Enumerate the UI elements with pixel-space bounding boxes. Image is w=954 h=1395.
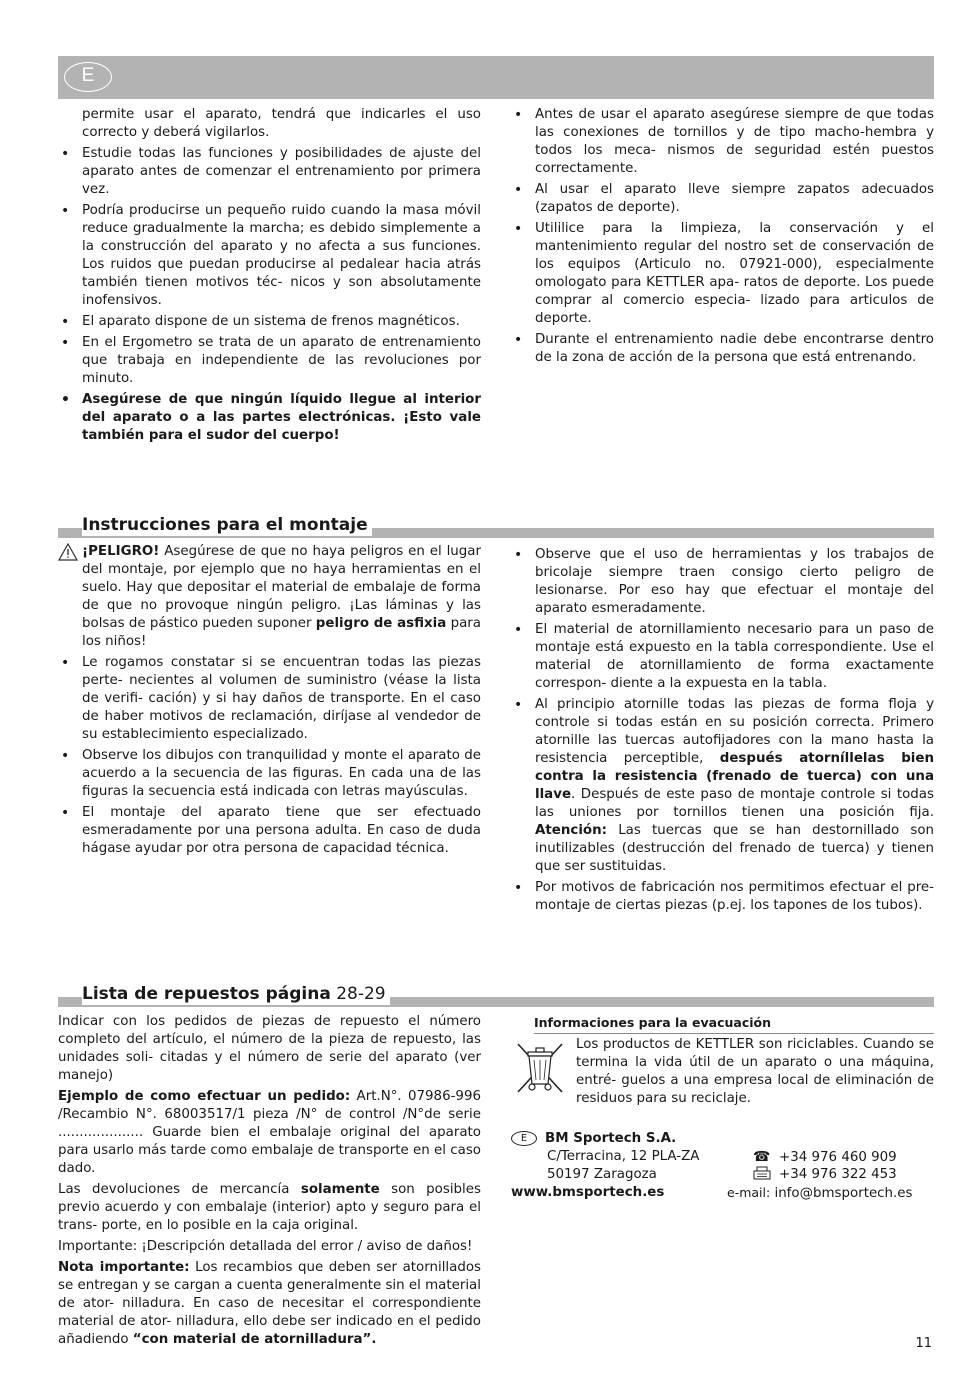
- phone-number: +34 976 460 909: [779, 1150, 897, 1165]
- returns-bold: solamente: [300, 1182, 380, 1197]
- order-example-label: Ejemplo de como efectuar un pedido:: [58, 1089, 351, 1104]
- fax-row: [753, 1166, 897, 1184]
- list-item: • Le rogamos constatar si se encuentran todas las piezas perte- necientes al volumen de suministro (véase la lista de verifi- cación) y si hay daños de transporte. En el caso de haber motivos de reclamación, diríjase al vendedor de su establecimiento especializado.: [58, 654, 481, 744]
- list-item: • Podría producirse un pequeño ruido cuando la masa móvil reduce gradualmente la marcha; es debido simplemente a la construcción del aparato y no afecta a sus funciones. Los ruidos que puedan producirse al pedalear hacia atrás también tienen motivos téc- nicos y son absolutamente inofensivos.: [58, 202, 481, 310]
- order-example-text: Art.N°. 07986-996 /Recambio N°. 68003517/1 pieza /N° de control /N°de serie .................... Guarde bien el embalaje original del aparato para usarlo más tarde como embalaje de transporte en el caso dado.: [58, 1089, 481, 1176]
- returns-text-end: son posibles previo acuerdo y con embalaje (interior) apto y seguro para el trans- porte, en lo posible en la caja original.: [58, 1182, 481, 1233]
- fax-number: +34 976 322 453: [779, 1167, 897, 1182]
- list-item: • El montaje del aparato tiene que ser efectuado esmeradamente por una persona adulta. En caso de duda hágase ayudar por otra persona de capacidad técnica.: [58, 804, 481, 858]
- language-badge: E: [64, 62, 112, 92]
- assembly-section-header: [58, 516, 934, 538]
- assembly-left-column: [58, 543, 481, 861]
- contact-block: [511, 1130, 934, 1205]
- assembly-left-list: [58, 654, 481, 858]
- list-item: • Antes de usar el aparato asegúrese siempre de que todas las conexiones de tornillos y de tipo macho-hembra y todos los meca- nismos de seguridad estén puestos correctamente.: [511, 106, 934, 178]
- parts-title-pages: 28-29: [330, 984, 386, 1004]
- list-item: • Durante el entrenamiento nadie debe encontrarse dentro de la zona de acción de la persona que está entrenando.: [511, 331, 934, 367]
- item-bold: Atención:: [535, 823, 607, 838]
- list-item: • Estudie todas las funciones y posibilidades de ajuste del aparato antes de comenzar el entrenamiento por primera vez.: [58, 145, 481, 199]
- note-text: Los recambios que deben ser atornillados se entregan y se cargan a cuenta generalmente sin el material de ator- nilladura. En caso de necesitar el correspondiente material de ator- nilladura, ello debe ser indicado en el pedido añadiendo: [58, 1260, 482, 1347]
- top-left-column: [58, 106, 481, 448]
- note-label: Nota importante:: [58, 1260, 190, 1275]
- page-number: 11: [915, 1336, 932, 1351]
- list-item: • Utililice para la limpieza, la conservación y el mantenimiento regular del nostro set de conservación de los equipos (Articulo no. 07921-000), especialmente omologato para KETTLER apa- ratos de deporte. Los puede comprar al comercio especia- lizado para articulos de deporte.: [511, 220, 934, 328]
- assembly-title: Instrucciones para el montaje: [82, 514, 372, 536]
- warning-triangle-icon: [58, 543, 78, 561]
- danger-label: ¡PELIGRO!: [82, 544, 160, 559]
- parts-order-example: [58, 1088, 481, 1178]
- website-link[interactable]: www.bmsportech.es: [511, 1185, 665, 1200]
- list-item: • El aparato dispone de un sistema de frenos magnéticos.: [58, 313, 481, 331]
- list-item: [511, 696, 934, 876]
- disposal-title: Informaciones para la evacuación: [534, 1014, 934, 1034]
- header-bar: [58, 56, 934, 99]
- parts-important: Importante: ¡Descripción detallada del error / aviso de daños!: [58, 1239, 473, 1254]
- top-right-list: [511, 106, 934, 367]
- parts-section-header: [58, 985, 934, 1007]
- email-address[interactable]: info@bmsportech.es: [774, 1186, 913, 1201]
- item-text: Al principio atornille todas las piezas de forma floja y controle si todas están en su posición correcta. Primero atornille las tuercas autofijadores con la mano hasta la resistencia perceptible,: [535, 697, 934, 766]
- list-item: • Observe que el uso de herramientas y los trabajos de bricolaje siempre traen consigo cierto peligro de lesionarse. Por eso hay que efectuar el montaje del aparato esmeradamente.: [511, 546, 934, 618]
- parts-title-text: Lista de repuestos página: [82, 984, 331, 1004]
- list-item: permite usar el aparato, tendrá que indicarles el uso correcto y deberá vigilarlos.: [82, 107, 481, 140]
- danger-bold: peligro de asfixia: [315, 616, 447, 631]
- item-bold: después atorníllelas bien contra la resistencia (frenado de tuerca) con una llave: [535, 751, 934, 802]
- disposal-body: [534, 1036, 934, 1108]
- top-left-list: [58, 106, 481, 445]
- assembly-right-column: [511, 546, 934, 918]
- parts-paragraph: Indicar con los pedidos de piezas de repuesto el número completo del artículo, el número de la pieza de repuesto, las unidades soli- citadas y el número de serie del aparato (ver manejo): [58, 1014, 481, 1083]
- danger-text: Asegúrese de que no haya peligros en el lugar del montaje, por ejemplo que no haya herramientas en el suelo. Hay que depositar el material de embalaje de forma de que no provoque ningún peligro. ¡Las láminas y las bolsas de pástico pueden suponer: [82, 544, 481, 631]
- fax-icon: [753, 1166, 771, 1180]
- contact-street: C/Terracina, 12 PLA-ZA: [547, 1149, 700, 1164]
- email-row: [727, 1184, 913, 1203]
- top-right-column: [511, 106, 934, 370]
- list-item: • Al usar el aparato lleve siempre zapatos adecuados (zapatos de deporte).: [511, 181, 934, 217]
- danger-paragraph: [58, 543, 481, 651]
- contact-city: 50197 Zaragoza: [547, 1167, 657, 1182]
- danger-text-end: para los niños!: [82, 616, 481, 649]
- phone-row: [753, 1148, 897, 1167]
- parts-note: [58, 1259, 481, 1349]
- phone-icon: ☎: [753, 1149, 771, 1165]
- crossed-bin-icon: [514, 1040, 566, 1096]
- list-item-warning: • Asegúrese de que ningún líquido llegue al interior del aparato o a las partes electrónicas. ¡Esto vale también para el sudor del cuerpo!: [58, 391, 481, 445]
- list-item: • El material de atornillamiento necesario para un paso de montaje está expuesto en la tabla correspondiente. Use el material de atornillamiento de forma exactamente correspon- diente a la expuesta en la tabla.: [511, 621, 934, 693]
- item-text: . Después de este paso de montaje controle si todas las uniones por tornillos tienen una posición fija.: [535, 787, 934, 820]
- country-badge: E: [511, 1131, 537, 1146]
- item-text: Las tuercas que se han destornillado son inutilizables (destrucción del frenado de tuerca) y tienen que ser sustituidas.: [535, 823, 934, 874]
- disposal-block: [534, 1014, 934, 1108]
- parts-returns: [58, 1181, 481, 1235]
- parts-title: [82, 983, 390, 1005]
- assembly-right-list: [511, 546, 934, 915]
- list-item: • Observe los dibujos con tranquilidad y monte el aparato de acuerdo a la secuencia de las figuras. En cada una de las figuras la secuencia está indicada con letras mayúsculas.: [58, 747, 481, 801]
- disposal-text: Los productos de KETTLER son riciclables. Cuando se termina la vida útil de un aparato o una máquina, entré- guelos a una empresa local de eliminación de residuos para su reciclaje.: [576, 1037, 934, 1106]
- parts-left-column: [58, 1013, 481, 1352]
- company-name: BM Sportech S.A.: [545, 1131, 677, 1146]
- contact-company-row: [511, 1130, 676, 1148]
- list-item: • En el Ergometro se trata de un aparato de entrenamiento que trabaja en independiente de las revoluciones por minuto.: [58, 334, 481, 388]
- note-end: “con material de atornilladura”.: [132, 1332, 377, 1347]
- returns-text: Las devoluciones de mercancía: [58, 1182, 301, 1197]
- list-item: • Por motivos de fabricación nos permitimos efectuar el pre- montaje de ciertas piezas (p.ej. los tapones de los tubos).: [511, 879, 934, 915]
- email-label: e-mail:: [727, 1185, 771, 1200]
